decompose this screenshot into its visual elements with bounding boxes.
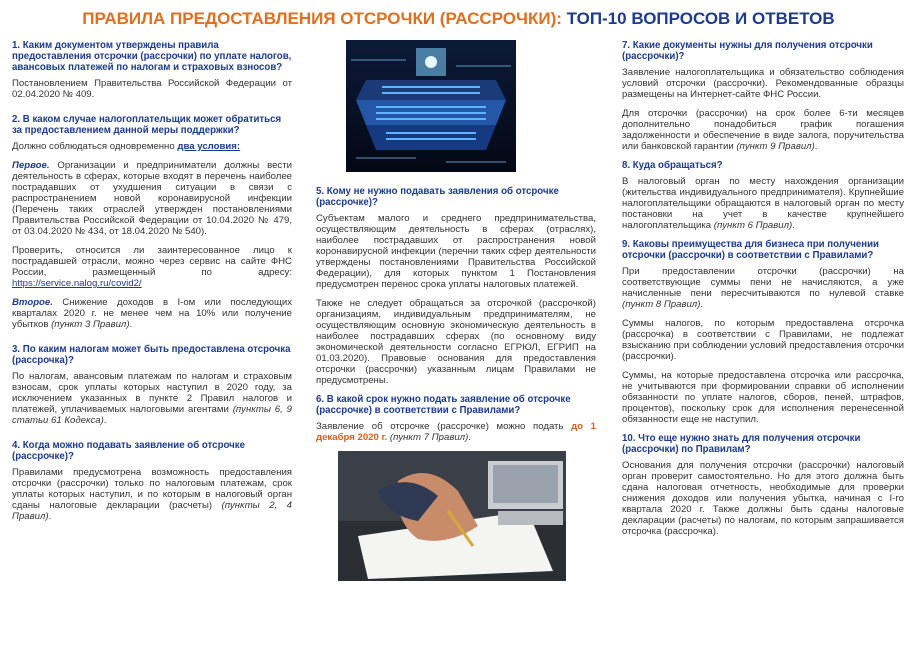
column-middle [316,40,596,581]
answer-5-part2: Также не следует обращаться за отсрочкой (рассрочкой) организациям, индивидуальным предпринимателям, не осуществляющим основную экономическую деятельность в наиболее пострадавших сферах (по основному виду экономической деятельности согласно ЕГРЮЛ, ЕГРИП на 01.03.2020). Правовые основания для предоставления отсрочки (рассрочки) указанным лицам Правилами не предусмотрены. [316,298,596,386]
answer-9-part3: Суммы, на которые предоставлена отсрочка или рассрочка, не учитываются при формировании справки об исполнении обязанности по уплате налогов, сборов, пеней, штрафов, процентов), поскольку срок для исполнения перенесенной обязанности еще не наступил. [622,370,904,425]
question-8: 8. Куда обращаться? [622,160,723,171]
answer-2-intro: Должно соблюдаться одновременно два условия: [12,141,241,152]
answer-7-part1: Заявление налогоплательщика и обязательство соблюдения условий отсрочки (рассрочки). Рекомендованные образцы размещены на Интернет-сайте ФНС России. [622,67,904,100]
answer-7-part2: Для отсрочки (рассрочки) на срок более 6-ти месяцев дополнительно понадобиться график погашения задолженности и обеспечение в виде залога, поручительства или банковской гарантии (пункт 9 Правил). [622,108,904,152]
first-label: Первое. [12,160,50,171]
question-6: 6. В какой срок нужно подать заявление об отсрочке (рассрочке) в соответствии с Правилами? [316,394,571,416]
server-illustration [346,40,516,172]
writing-illustration [338,451,566,581]
answer-4: Правилами предусмотрена возможность предоставления отсрочки (рассрочки) только по налоговым платежам, срок уплаты которых наступил, и по которым в налоговый орган сданы налоговые декларации (расчеты) (пункты 2, 4 Правил). [12,467,292,522]
answer-8: В налоговый орган по месту нахождения организации (жительства индивидуального предпринимателя). Крупнейшие налогоплательщики обращаются в налоговый орган по месту постановки на учет в качестве крупнейшего налогоплательщика (пункт 6 Правил). [622,176,904,231]
answer-9-part1: При предоставлении отсрочки (рассрочки) на соответствующие суммы пени не начисляются, а уже начисленные пени пересчитываются по нулевой ставке (пункт 8 Правил). [622,266,904,310]
question-7: 7. Какие документы нужны для получения отсрочки (рассрочки)? [622,40,873,62]
question-2: 2. В каком случае налогоплательщик может обратиться за предоставлением данной меры поддержки? [12,114,282,136]
title-part-blue: ТОП-10 ВОПРОСОВ И ОТВЕТОВ [566,9,835,28]
two-conditions: два условия: [177,141,241,152]
answer-10: Основания для получения отсрочки (рассрочки) налоговый орган проверит самостоятельно. Но для этого должна быть сдана налоговая отчетность, необходимые для проверки снижения доходов или получения убытка, начиная с I-го квартала 2020 г. Также должны быть сданы налоговые декларации (расчеты) по налогам, по которым запрашивается отсрочка (рассрочка). [622,460,904,537]
answer-5-part1: Субъектам малого и среднего предпринимательства, осуществляющим деятельность в сферах (отраслях), наиболее пострадавших от распространения новой коронавирусной инфекции (перечни таких сфер деятельности утверждены постановлениями Правительства Российской Федерации), для которых пунктом 1 Постановления предусмотрен перенос срока уплаты налоговых платежей. [316,213,596,290]
second-label: Второе. [12,297,53,308]
answer-2-check: Проверить, относится ли заинтересованное лицо к пострадавшей отрасли, можно через сервис на сайте ФНС России, размещенный по адресу: https://service.nalog.ru/covid2/ [12,245,292,289]
answer-1: Постановлением Правительства Российской Федерации от 02.04.2020 № 409. [12,78,292,100]
answer-2-second: Второе. Снижение доходов в I-ом или последующих кварталах 2020 г. не менее чем на 10% или получение убытков (пункт 3 Правил). [12,297,292,330]
deadline-date: до 1 декабря 2020 г. [316,421,597,443]
covid-service-link[interactable]: https://service.nalog.ru/covid2/ [12,278,142,289]
column-left [12,40,292,530]
question-5: 5. Кому не нужно подавать заявления об отсрочке (рассрочке)? [316,186,559,208]
title-part-orange: ПРАВИЛА ПРЕДОСТАВЛЕНИЯ ОТСРОЧКИ (РАССРОЧКИ): [82,9,562,28]
question-3: 3. По каким налогам может быть предоставлена отсрочка (рассрочка)? [12,344,291,366]
page-title [0,9,917,29]
answer-6: Заявление об отсрочке (рассрочке) можно подать до 1 декабря 2020 г. (пункт 7 Правил). [316,421,597,443]
server-image [346,40,516,172]
question-10: 10. Что еще нужно знать для получения отсрочки (рассрочки) по Правилам? [622,433,861,455]
writing-hand-image [338,451,566,581]
question-1: 1. Каким документом утверждены правила предоставления отсрочки (рассрочки) по уплате налогов, авансовых платежей по налогам и страховых взносов? [12,40,292,73]
answer-9-part2: Суммы налогов, по которым предоставлена отсрочка (рассрочка) в соответствии с Правилами, не подлежат взысканию при соблюдении условий предоставления отсрочки (рассрочки). [622,318,904,362]
column-right [622,40,904,545]
question-9: 9. Каковы преимущества для бизнеса при получении отсрочки (рассрочки) в соответствии с Правилами? [622,239,879,261]
answer-2-first: Первое. Организации и предприниматели должны вести деятельность в сферах, которые входят в перечень наиболее пострадавших от ухудшения ситуации в связи с распространением новой коронавирусной инфекции (Перечень таких отраслей утвержден постановлениями Правительства Российской Федерации от 10.04.2020 № 479, от 03.04.2020 № 434, от 18.04.2020 № 540). [12,160,292,237]
question-4: 4. Когда можно подавать заявление об отсрочке (рассрочке)? [12,440,246,462]
answer-3: По налогам, авансовым платежам по налогам и страховым взносам, срок уплаты которых наступил в 2020 году, за исключением указанных в пункте 2 Правил налогов и платежей, уплачиваемых налоговыми агентами (пункты 6, 9 статьи 61 Кодекса). [12,371,292,426]
